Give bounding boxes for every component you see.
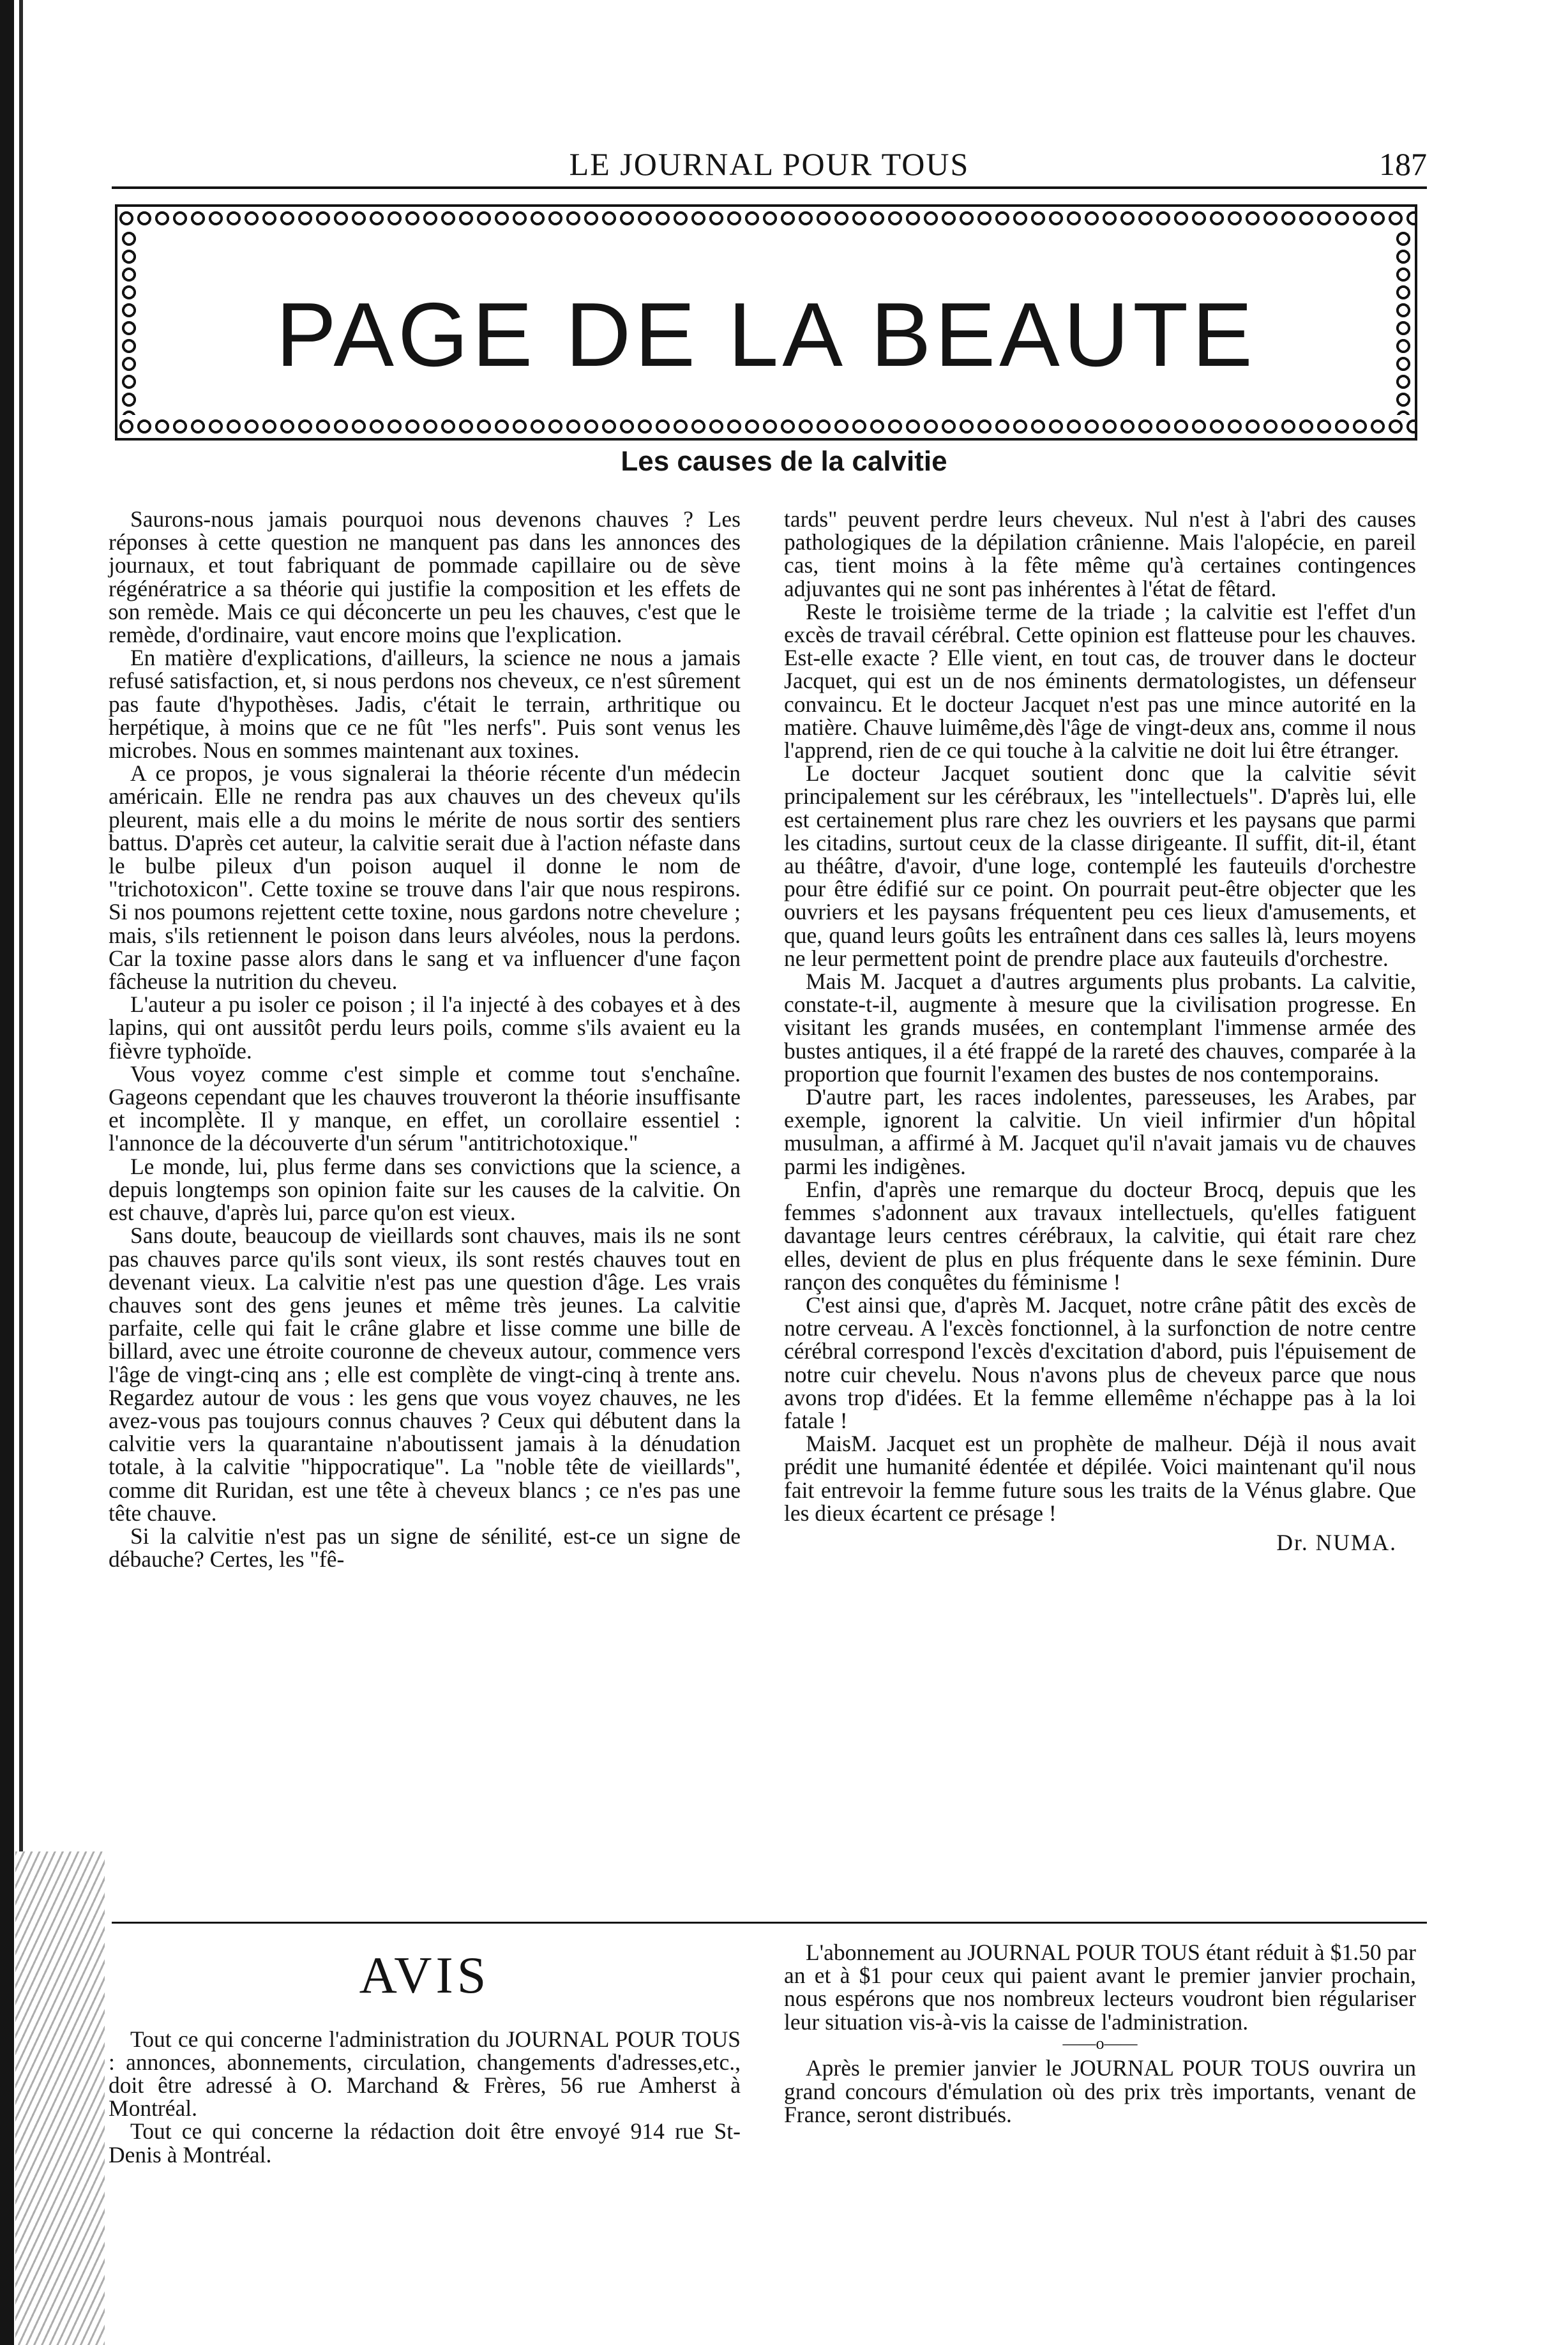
article-paragraph: Enfin, d'après une remarque du docteur Brocq, depuis que les femmes s'adonnent aux travaux intellectuels, qu'elles fatiguent davantage leurs centres cérébraux, la calvitie, qui était rare chez elles, devient de plus en plus fréquente dans le sexe féminin. Dure rançon des conquêtes du féminisme !: [784, 1176, 1416, 1295]
author-signature: Dr. NUMA.: [1276, 1529, 1397, 1555]
article-paragraph: Mais M. Jacquet a d'autres arguments plus probants. La calvitie, constate-t-il, augmente à mesure que la civilisation progresse. En visitant les grands musées, en contemplant l'immense armée des bustes antiques, il a été frappé de la rareté des chauves, comparée à la proportion que fournit l'examen des bustes de nos contemporains.: [784, 969, 1416, 1087]
avis-paragraph: Tout ce qui concerne la rédaction doit être envoyé 914 rue St-Denis à Montréal.: [109, 2118, 741, 2168]
article-paragraph: D'autre part, les races indolentes, paresseuses, les Arabes, par exemple, ignorent la calvitie. Un vieil infirmier d'un hôpital musulman, a affirmé à M. Jacquet qu'il n'avait jamais vu de chauves parmi les indigènes.: [784, 1084, 1416, 1179]
article-paragraph: A ce propos, je vous signalerai la théorie récente d'un médecin américain. Elle ne rendra pas aux chauves un des cheveux qu'ils pleurent, mais elle a du moins le mérite de nous sortir des sentiers battus. D'après cet auteur, la calvitie serait due à l'action néfaste dans le bulbe pileux d'un poison auquel il donne le nom de "trichotoxicon". Cette toxine se trouve dans l'air que nous respirons. Si nos poumons rejettent cette toxine, nous gardons notre chevelure ; mais, s'ils retiennent le poison dans leurs alvéoles, nous la perdons. Car la toxine passe alors dans le sang et va influencer d'une façon fâcheuse la nutrition du cheveu.: [109, 760, 741, 995]
section-divider: [112, 1922, 1427, 1924]
page-edge-bar: [0, 0, 14, 2345]
article-paragraph: MaisM. Jacquet est un prophète de malheur. Déjà il nous avait prédit une humanité édentée et dépilée. Voici maintenant qu'il nous fait entrevoir la femme future sous les traits de la Vénus glabre. Que les dieux écartent ce présage !: [784, 1431, 1416, 1526]
article-paragraph: En matière d'explications, d'ailleurs, la science ne nous a jamais refusé satisfaction, et, si nous perdons nos cheveux, ce n'est sûrement pas faute d'hypothèses. Jadis, c'était le terrain, arthritique ou herpétique, à moins que ce ne fût "les nerfs". Puis sont venus les microbes. Nous en sommes maintenant aux toxines.: [109, 645, 741, 764]
article-paragraph: Vous voyez comme c'est simple et comme tout s'enchaîne. Gageons cependant que les chauves trouveront la théorie insuffisante et incomplète. Il y manque, en effet, un corollaire essentiel : l'annonce de la découverte d'un sérum "antitrichotoxique.": [109, 1060, 741, 1156]
article-paragraph: Saurons-nous jamais pourquoi nous devenons chauves ? Les réponses à cette question ne manquent pas dans les annonces des journaux, et tout fabriquant de pommade capillaire ou de sève régénératrice a sa théorie qui justifie la composition et les effets de son remède. Mais ce qui déconcerte un peu les chauves, c'est que le remède, d'ordinaire, vaut encore moins que l'explication.: [109, 506, 741, 648]
avis-notice: [109, 1941, 741, 2166]
article-paragraph: Reste le troisième terme de la triade ; la calvitie est l'effet d'un excès de travail cérébral. Cette opinion est flatteuse pour les chauves. Est-elle exacte ? Elle vient, en tout cas, de trouver dans le docteur Jacquet, qui est un de nos éminents dermatologistes, un défenseur convaincu. Et le docteur Jacquet n'est pas une mince autorité en la matière. Chauve luimême,dès l'âge de vingt-deux ans, comme il nous l'apprend, rien de ce qui touche à la calvitie ne doit lui être étranger.: [784, 598, 1416, 764]
avis-title: AVIS: [359, 1946, 490, 2004]
article-paragraph: tards" peuvent perdre leurs cheveux. Nul n'est à l'abri des causes pathologiques de la dépilation crânienne. Mais l'alopécie, en pareil cas, tient moins à la fête même qu'à certaines contingences adjuvantes qui ne sont pas inhérentes à l'état de fêtard.: [784, 506, 1416, 601]
avis-paragraph: Tout ce qui concerne l'administration du JOURNAL POUR TOUS : annonces, abonnements, circulation, changements d'adresses,etc., doit être adressé à O. Marchand & Frères, 56 rue Amherst à Montréal.: [109, 2026, 741, 2122]
page-edge-damage: [15, 1851, 105, 2345]
running-title: LE JOURNAL POUR TOUS: [569, 146, 970, 182]
separator-ornament: ——o——: [1062, 2033, 1138, 2053]
title-banner: [115, 204, 1417, 441]
page-number: 187: [1379, 146, 1427, 182]
banner-title: PAGE DE LA BEAUTE: [276, 284, 1256, 386]
subscription-paragraph: L'abonnement au JOURNAL POUR TOUS étant réduit à $1.50 par an et à $1 pour ceux qui paient avant le premier janvier prochain, nous espérons que nos nombreux lecteurs voudront bien régulariser leur situation vis-à-vis la caisse de l'administration.: [784, 1940, 1416, 2035]
article-paragraph: C'est ainsi que, d'après M. Jacquet, notre crâne pâtit des excès de notre cerveau. A l'excès fonctionnel, à la surfonction de notre centre cérébral correspond l'excès d'excitation d'abord, puis l'épuisement de notre cuir chevelu. Nous n'avons plus de cheveux parce que nous avons trop d'idées. Et la femme ellemême n'échappe pas à la loi fatale !: [784, 1292, 1416, 1433]
article-subtitle: Les causes de la calvitie: [621, 446, 947, 477]
page-edge-line: [19, 0, 23, 1851]
page-header: [112, 146, 1427, 184]
article-paragraph: Le monde, lui, plus ferme dans ses convictions que la science, a depuis longtemps son opinion faite sur les causes de la calvitie. On est chauve, d'après lui, parce qu'on est vieux.: [109, 1153, 741, 1226]
article-column-left: [109, 508, 741, 1571]
contest-paragraph: Après le premier janvier le JOURNAL POUR TOUS ouvrira un grand concours d'émulation où des prix très importants, venant de France, seront distribués.: [784, 2055, 1416, 2127]
article-paragraph: Le docteur Jacquet soutient donc que la calvitie sévit principalement sur les cérébraux, les "intellectuels". D'après lui, elle est certainement plus rare chez les ouvriers et les paysans que parmi les citadins, surtout ceux de la classe dirigeante. Il suffit, dit-il, étant au théâtre, d'avoir, d'une loge, contemplé les fauteuils d'orchestre pour être édifié sur ce point. On pourrait peut-être objecter que les ouvriers et les paysans fréquentent peu ces lieux d'amusements, et que, quand leurs goûts les entraînent dans ces salles là, leurs moyens ne leur permettent point de prendre place aux fauteuils d'orchestre.: [784, 760, 1416, 971]
chain-border-bottom: [117, 418, 1415, 435]
article-paragraph: Si la calvitie n'est pas un signe de sénilité, est-ce un signe de débauche? Certes, les "fê-: [109, 1523, 741, 1572]
article-paragraph: L'auteur a pu isoler ce poison ; il l'a injecté à des cobayes et à des lapins, qui ont aussitôt perdu leurs poils, comme s'ils avaient eu la fièvre typhoïde.: [109, 992, 741, 1064]
article-paragraph: Sans doute, beaucoup de vieillards sont chauves, mais ils ne sont pas chauves parce qu'ils sont vieux, ils sont restés chauves tout en devenant vieux. La calvitie n'est pas une question d'âge. Les vrais chauves sont des gens jeunes et même très jeunes. La calvitie parfaite, celle qui fait le crâne glabre et lisse comme une bille de billard, avec une étroite couronne de cheveux autour, commence vers l'âge de vingt-cinq ans ; elle est complète de vingt-cinq à trente ans. Regardez autour de vous : les gens que vous voyez chauves, ne les avez-vous pas toujours connus chauves ? Ceux qui débutent dans la calvitie vers la quarantaine n'aboutissent jamais à la dénudation totale, à la calvitie "hippocratique". La "noble tête de vieillards", comme dit Ruridan, est une tête à cheveux blancs ; ce n'es pas une tête chauve.: [109, 1223, 741, 1526]
header-rule: [112, 186, 1427, 189]
chain-border-top: [117, 209, 1415, 227]
article-column-right: [784, 508, 1416, 1554]
subscription-notice: [784, 1941, 1416, 2126]
